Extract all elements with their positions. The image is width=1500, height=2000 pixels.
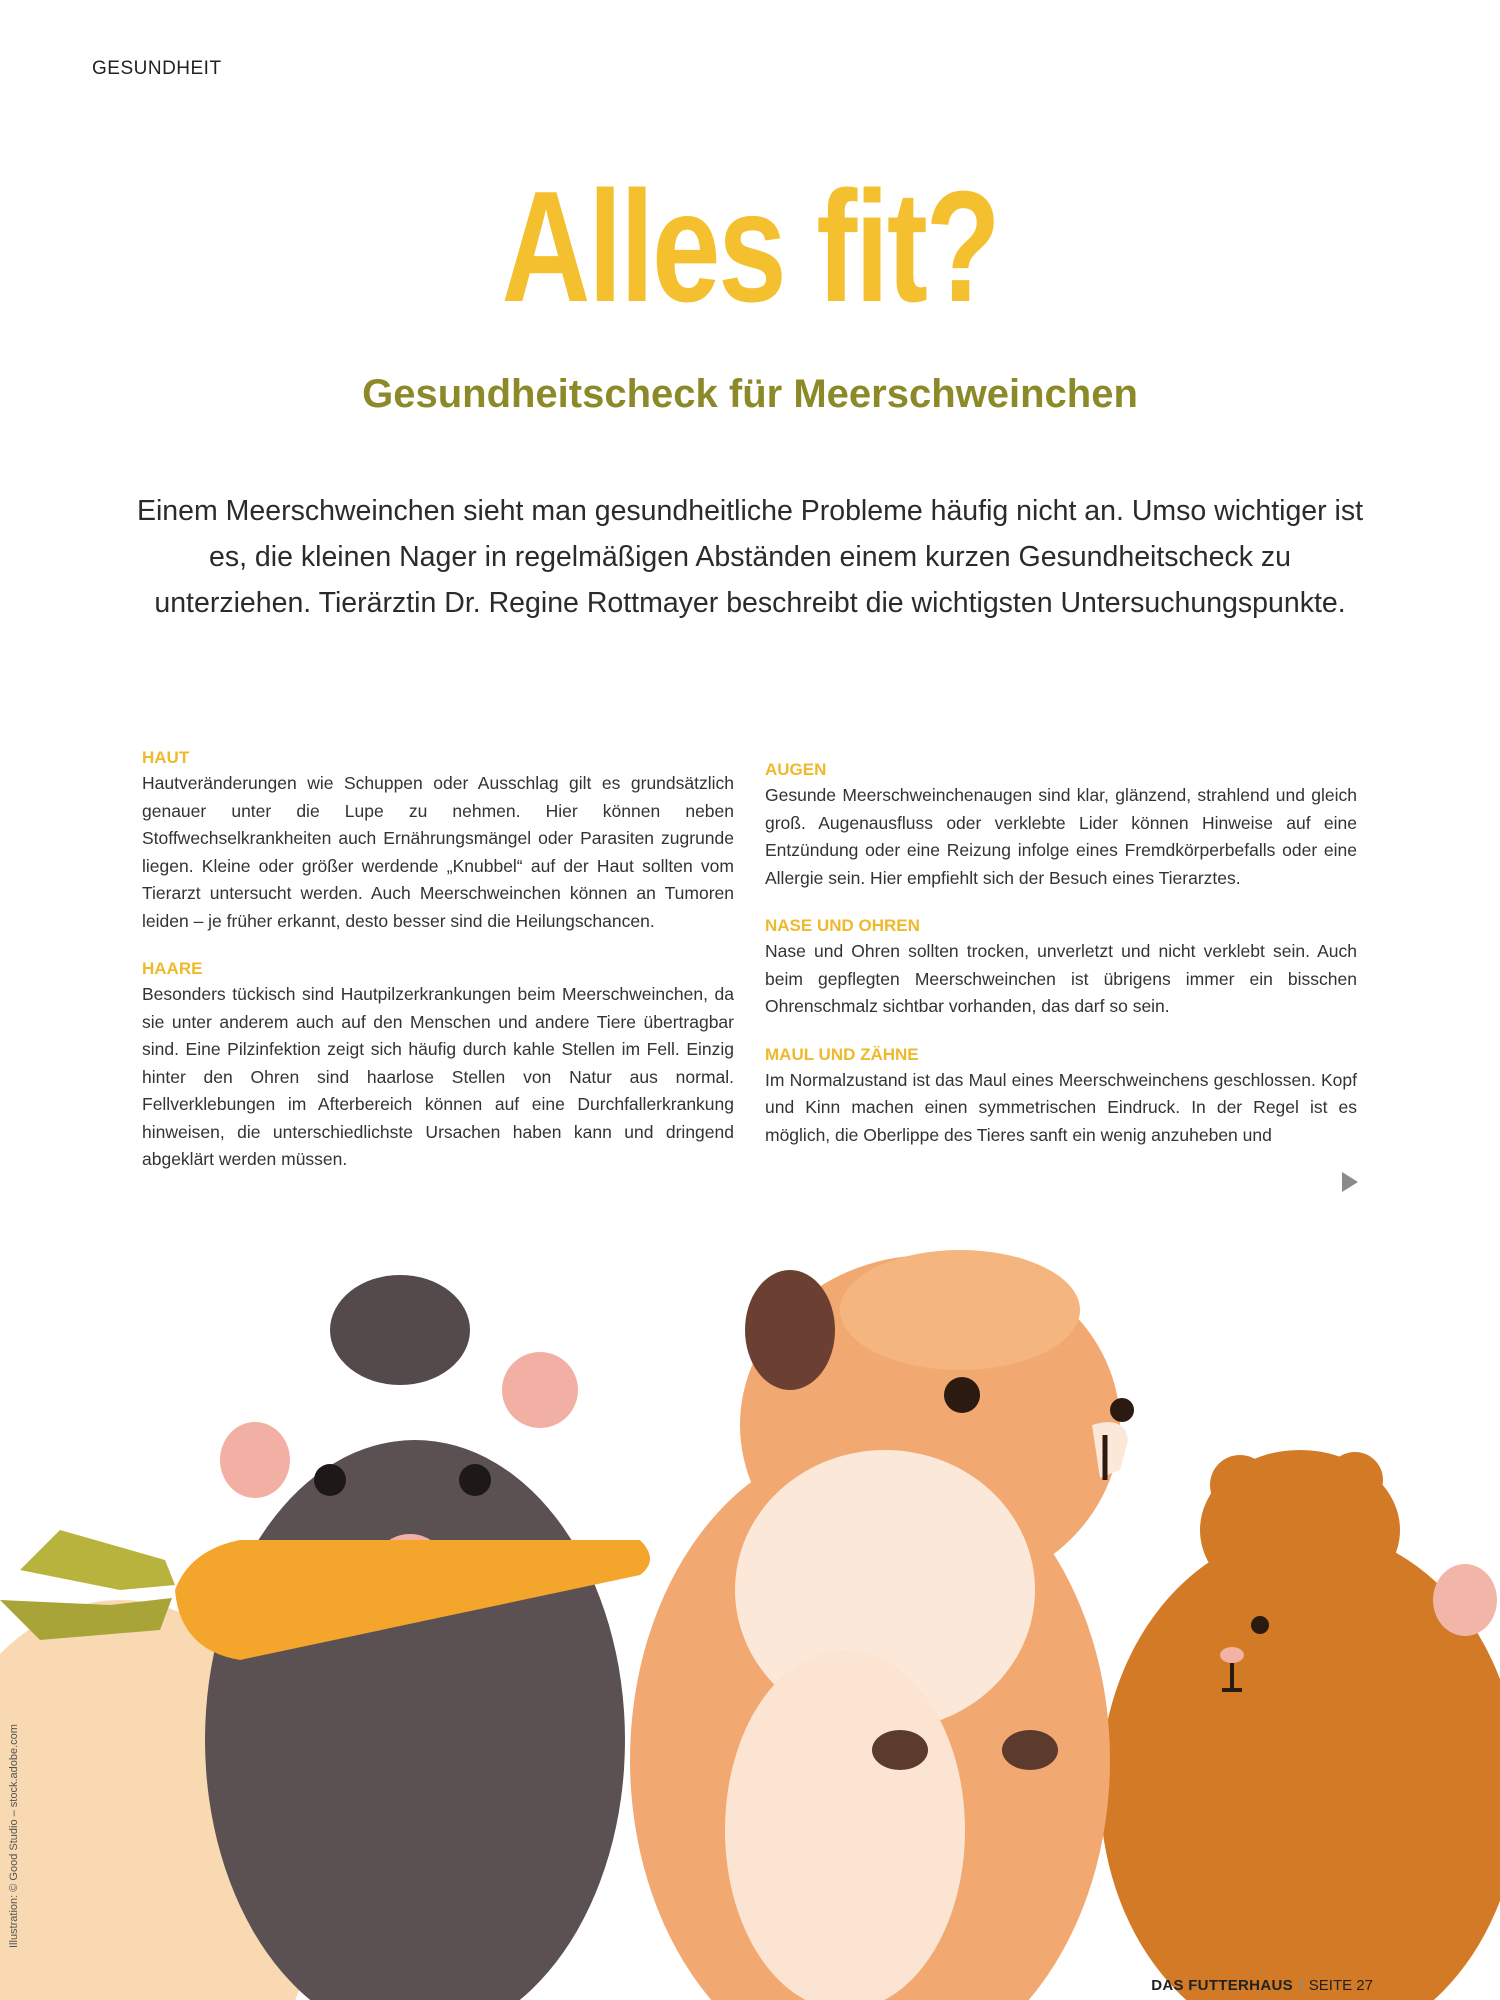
footer-separator: |: [1298, 1977, 1303, 1994]
guinea-pig-illustration: [0, 1230, 1500, 2000]
section-text: Gesunde Meerschweinchenaugen sind klar, glänzend, strahlend und gleich groß. Augenausfluss oder verklebte Lider können Hinweise auf eine Entzündung oder eine Reizung infolge eines Fremdkörperbefalls oder eine Allergie sein. Hier empfiehlt sich der Besuch eines Tierarztes.: [765, 785, 1357, 888]
section-nase-ohren: [765, 916, 1357, 1021]
section-maul-zaehne: [765, 1045, 1357, 1150]
section-haut: [142, 748, 734, 935]
page-number: SEITE 27: [1308, 1977, 1373, 1994]
section-heading: HAUT: [142, 748, 190, 767]
section-text: Im Normalzustand ist das Maul eines Meerschweinchens geschlossen. Kopf und Kinn machen einen symmetrischen Eindruck. In der Regel ist es möglich, die Oberlippe des Tieres sanft ein wenig anzuheben und: [765, 1069, 1357, 1145]
footer-brand: DAS FUTTERHAUS: [1151, 1977, 1293, 1994]
section-heading: AUGEN: [765, 760, 827, 779]
section-text: Hautveränderungen wie Schuppen oder Ausschlag gilt es grundsätzlich genauer unter die Lupe zu nehmen. Hier können neben Stoffwechselkrankheiten auch Ernährungsmängel oder Parasiten zugrunde liegen. Kleine oder größer werdende „Knubbel“ auf der Haut sollten vom Tierarzt untersucht werden. Auch Meerschweinchen können an Tumoren leiden – je früher erkannt, desto besser sind die Heilungschancen.: [142, 773, 734, 931]
section-text: Besonders tückisch sind Hautpilzerkrankungen beim Meerschweinchen, da sie unter anderem auch auf den Menschen und andere Tiere übertragbar sind. Eine Pilzinfektion zeigt sich häufig durch kahle Stellen im Fell. Einzig hinter den Ohren sind haarlose Stellen von Natur aus normal. Fellverklebungen im Afterbereich können auf eine Durchfallerkrankung hinweisen, die unterschiedlichste Ursachen haben kann und dringend abgeklärt werden müssen.: [142, 984, 734, 1169]
section-label: GESUNDHEIT: [92, 58, 222, 79]
section-text: Nase und Ohren sollten trocken, unverletzt und nicht verklebt sein. Auch beim gepflegten Meerschweinchen ist übrigens immer ein bisschen Ohrenschmalz sichtbar vorhanden, das darf so sein.: [765, 941, 1357, 1016]
intro-paragraph: Einem Meerschweinchen sieht man gesundheitliche Probleme häufig nicht an. Umso wichtiger ist es, die kleinen Nager in regelmäßigen Abständen einem kurzen Gesundheitscheck zu unterziehen. Tierärztin Dr. Regine Rottmayer beschreibt die wichtigsten Untersuchungspunkte.: [136, 495, 1364, 619]
page-footer: [1151, 1977, 1373, 1994]
section-heading: MAUL UND ZÄHNE: [765, 1044, 919, 1064]
section-haare: [142, 959, 734, 1174]
section-heading: HAARE: [142, 959, 203, 978]
right-column: [765, 760, 1357, 1173]
section-heading: NASE UND OHREN: [765, 916, 920, 935]
page-subtitle: Gesundheitscheck für Meerschweinchen: [362, 372, 1138, 416]
illustration-credit: Illustration: © Good Studio – stock.adobe.com: [8, 1724, 20, 1948]
continue-arrow-icon: [1342, 1172, 1358, 1192]
left-column: [142, 748, 734, 1198]
section-augen: [765, 760, 1357, 892]
page-title: Alles fit?: [501, 159, 999, 335]
